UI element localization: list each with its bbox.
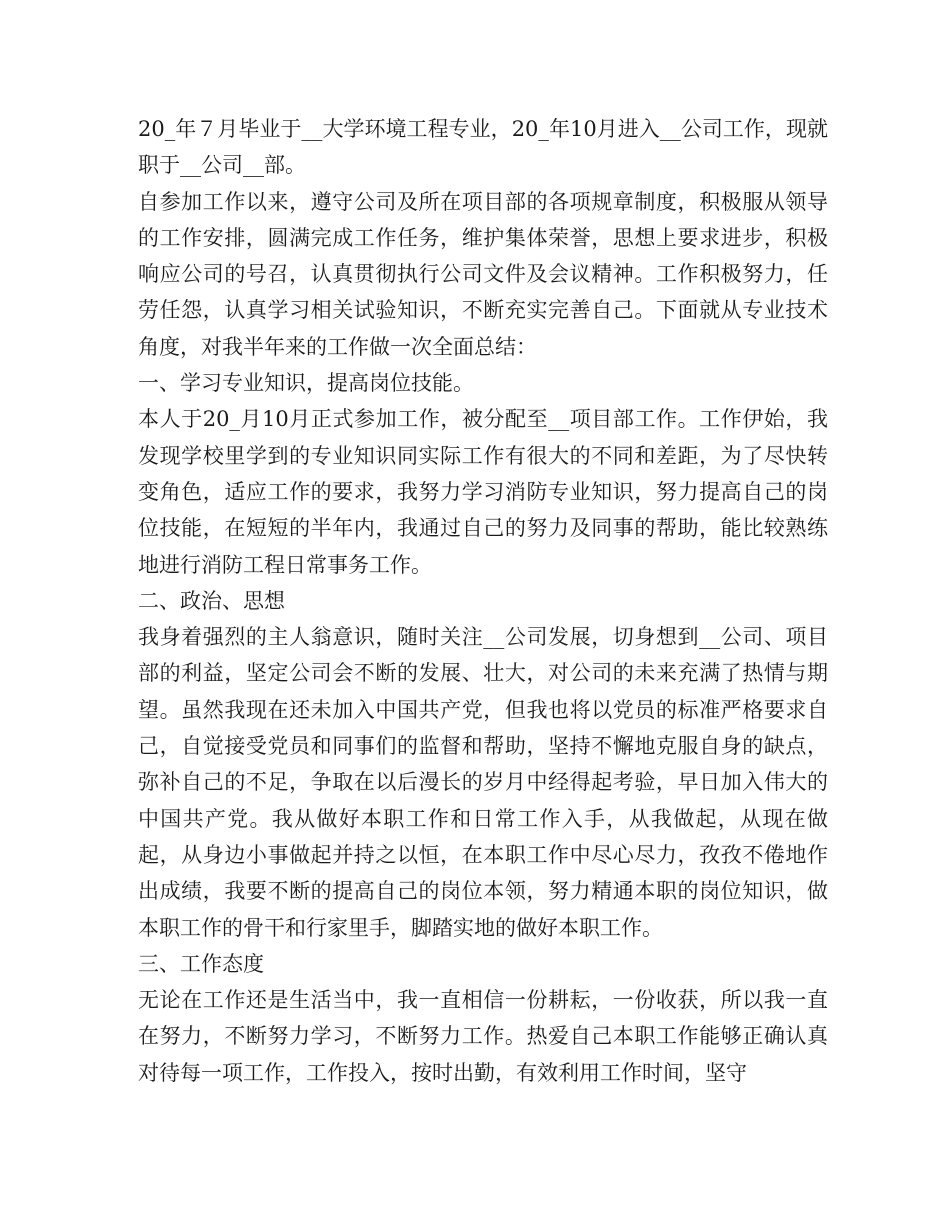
paragraph-skills: 本人于20_月10月正式参加工作，被分配至__项目部工作。工作伊始，我发现学校里学到的专业知识同实际工作有很大的不同和差距，为了尽快转变角色，适应工作的要求，我努力学习消防专业知识，努力提高自己的岗位技能，在短短的半年内，我通过自己的努力及同事的帮助，能比较熟练地进行消防工程日常事务工作。 <box>138 407 828 577</box>
paragraph-overview: 自参加工作以来，遵守公司及所在项目部的各项规章制度，积极服从领导的工作安排，圆满完成工作任务，维护集体荣誉，思想上要求进步，积极响应公司的号召，认真贯彻执行公司文件及会议精神。工作积极努力，任劳任怨，认真学习相关试验知识，不断充实完善自己。下面就从专业技术角度，对我半年来的工作做一次全面总结： <box>138 189 828 359</box>
section-heading-politics: 二、政治、思想 <box>138 588 285 613</box>
document-body <box>138 111 828 1091</box>
paragraph-attitude: 无论在工作还是生活当中，我一直相信一份耕耘，一份收获，所以我一直在努力，不断努力学习，不断努力工作。热爱自己本职工作能够正确认真对待每一项工作，工作投入，按时出勤，有效利用工作时间，坚守 <box>138 988 828 1085</box>
section-heading-skills: 一、学习专业知识，提高岗位技能。 <box>138 371 474 396</box>
paragraph-politics: 我身着强烈的主人翁意识，随时关注__公司发展，切身想到__公司、项目部的利益，坚定公司会不断的发展、壮大，对公司的未来充满了热情与期望。虽然我现在还未加入中国共产党，但我也将以党员的标准严格要求自己，自觉接受党员和同事们的监督和帮助，坚持不懈地克服自身的缺点，弥补自己的不足，争取在以后漫长的岁月中经得起考验，早日加入伟大的中国共产党。我从做好本职工作和日常工作入手，从我做起，从现在做起，从身边小事做起并持之以恒，在本职工作中尽心尽力，孜孜不倦地作出成绩，我要不断的提高自己的岗位本领，努力精通本职的岗位知识，做本职工作的骨干和行家里手，脚踏实地的做好本职工作。 <box>138 625 828 940</box>
section-heading-attitude: 三、工作态度 <box>138 951 264 976</box>
paragraph-intro: 20_年７月毕业于__大学环境工程专业，20_年10月进入__公司工作，现就职于__公司__部。 <box>138 117 828 178</box>
